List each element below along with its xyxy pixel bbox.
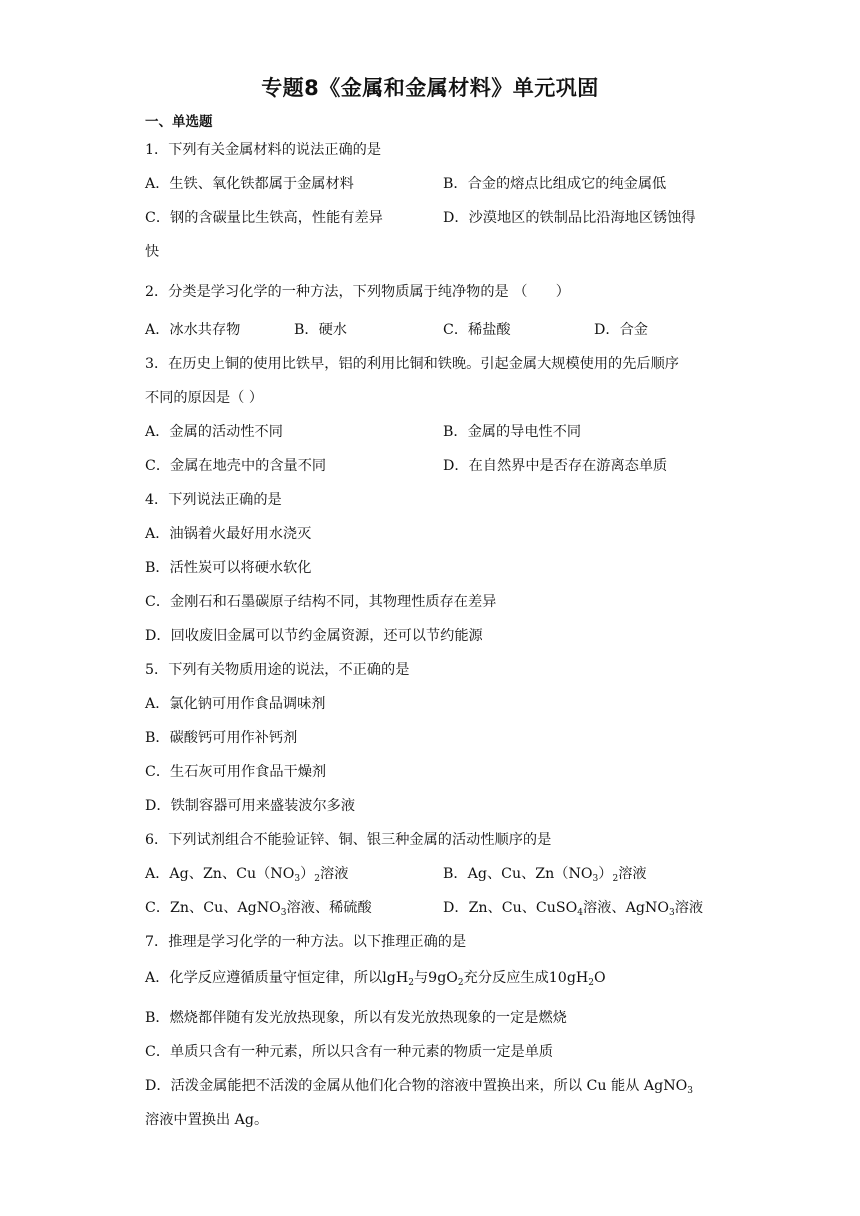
question-5-option-c: C．生石灰可用作食品干燥剂 xyxy=(145,764,327,780)
question-1-stem: 1．下列有关金属材料的说法正确的是 xyxy=(145,142,382,158)
document-title: 专题8《金属和金属材料》单元巩固 xyxy=(261,76,599,100)
question-6-option-a: A．Ag、Zn、$Cu(NO_3)_2$溶液 xyxy=(145,866,349,884)
question-4-option-c: C．金刚石和石墨碳原子结构不同，其物理性质存在差异 xyxy=(145,594,497,610)
question-3-option-c: C．金属在地壳中的含量不同 xyxy=(145,458,327,474)
question-1-option-d: D．沙漠地区的铁制品比沿海地区锈蚀得 xyxy=(443,210,696,226)
question-5-stem: 5．下列有关物质用途的说法，不正确的是 xyxy=(145,662,410,678)
section-heading: 一、单选题 xyxy=(145,114,213,130)
question-2-option-a: A．冰水共存物 xyxy=(145,322,241,338)
question-4-stem: 4．下列说法正确的是 xyxy=(145,492,282,508)
question-6-option-b: B．Ag、Cu、$Zn(NO_3)_2$溶液 xyxy=(443,866,647,884)
question-7-option-d: D．活泼金属能把不活泼的金属从他们化合物的溶液中置换出来，所以 Cu 能从 AgNO$_3$ xyxy=(145,1078,694,1096)
question-7-option-c: C．单质只含有一种元素，所以只含有一种元素的物质一定是单质 xyxy=(145,1044,554,1060)
question-2-stem: 2．分类是学习化学的一种方法，下列物质属于纯净物的是 （ ） xyxy=(145,284,570,300)
question-4-option-d: D．回收废旧金属可以节约金属资源，还可以节约能源 xyxy=(145,628,483,644)
question-1-option-a: A．生铁、氧化铁都属于金属材料 xyxy=(145,176,354,192)
question-5-option-b: B．碳酸钙可用作补钙剂 xyxy=(145,730,298,746)
question-3-option-b: B．金属的导电性不同 xyxy=(443,424,582,440)
question-5-option-a: A．氯化钠可用作食品调味剂 xyxy=(145,696,326,712)
question-6-option-c: C．Zn、Cu、AgNO$_3$溶液、稀硫酸 xyxy=(145,900,372,918)
question-7-option-d-continuation: 溶液中置换出 Ag。 xyxy=(145,1112,269,1128)
question-3-stem-line-2: 不同的原因是（ ） xyxy=(145,390,264,406)
question-3-stem-line-1: 3．在历史上铜的使用比铁早，铝的利用比铜和铁晚。引起金属大规模使用的先后顺序 xyxy=(145,356,679,372)
question-3-option-d: D．在自然界中是否存在游离态单质 xyxy=(443,458,668,474)
question-5-option-d: D．铁制容器可用来盛装波尔多液 xyxy=(145,798,356,814)
question-6-option-d: D．Zn、Cu、CuSO$_4$溶液、AgNO$_3$溶液 xyxy=(443,900,704,918)
question-4-option-b: B．活性炭可以将硬水软化 xyxy=(145,560,312,576)
question-2-option-b: B．硬水 xyxy=(294,322,347,338)
question-2-option-d: D．合金 xyxy=(594,322,648,338)
question-1-option-d-continuation: 快 xyxy=(145,244,160,260)
question-1-option-b: B．合金的熔点比组成它的纯金属低 xyxy=(443,176,667,192)
question-7-option-a: A．化学反应遵循质量守恒定律，所以lgH$_2$与$9gO_2$充分反应生成$10gH_2O$ xyxy=(145,970,606,988)
question-2-option-c: C．稀盐酸 xyxy=(443,322,511,338)
question-4-option-a: A．油锅着火最好用水浇灭 xyxy=(145,526,312,542)
question-7-option-b: B．燃烧都伴随有发光放热现象，所以有发光放热现象的一定是燃烧 xyxy=(145,1010,567,1026)
question-6-stem: 6．下列试剂组合不能验证锌、铜、银三种金属的活动性顺序的是 xyxy=(145,832,552,848)
question-7-stem: 7．推理是学习化学的一种方法。以下推理正确的是 xyxy=(145,934,467,950)
question-1-option-c: C．钢的含碳量比生铁高，性能有差异 xyxy=(145,210,383,226)
question-3-option-a: A．金属的活动性不同 xyxy=(145,424,283,440)
